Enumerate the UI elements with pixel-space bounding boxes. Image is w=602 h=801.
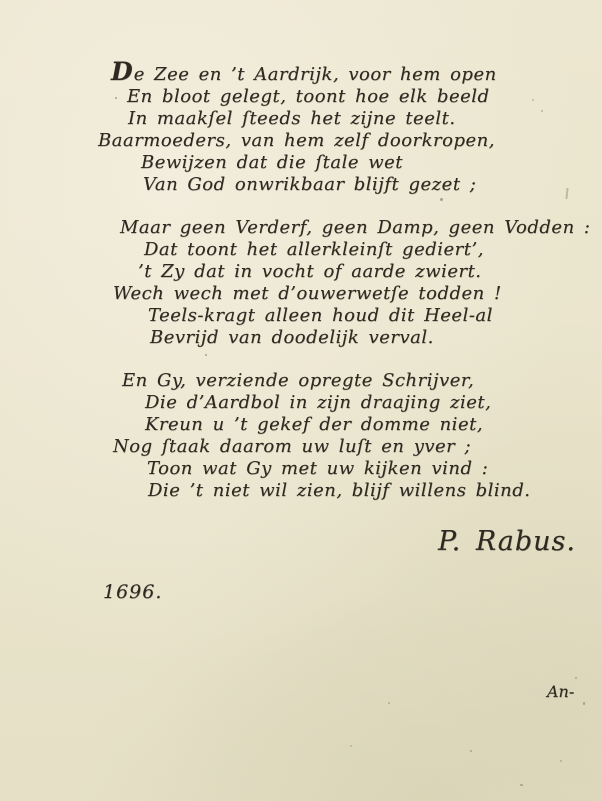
poem-line: Kreun u ’t gekef der domme niet, <box>145 414 484 435</box>
poem-line: Bewijzen dat die ſtale wet <box>141 152 403 173</box>
author-signature: P. Rabus. <box>437 526 576 557</box>
poem-line: Baarmoeders, van hem zelf doorkropen, <box>98 130 495 151</box>
poem-line: ’t Zy dat in vocht of aarde zwiert. <box>138 261 482 282</box>
paper-speck <box>575 677 577 679</box>
bleed-through-mark <box>536 227 550 228</box>
poem-line: Wech wech met d’ouwerwetſe todden ! <box>113 283 502 304</box>
paper-speck <box>560 760 562 762</box>
poem-line: En Gy, verziende opregte Schrijver, <box>122 370 475 391</box>
year-date: 1696. <box>103 581 163 603</box>
poem-line: Teels-kragt alleen houd dit Heel-al <box>148 305 493 326</box>
paper-speck <box>440 198 443 201</box>
paper-speck <box>532 99 534 101</box>
poem-text <box>98 57 592 523</box>
paper-speck <box>205 354 207 356</box>
poem-line: Nog ſtaak daarom uw luſt en yver ; <box>113 436 472 457</box>
poem-stanza <box>98 217 592 349</box>
poem-stanza <box>98 57 592 196</box>
poem-line: Toon wat Gy met uw kijken vind : <box>147 458 489 479</box>
poem-line: Die d’Aardbol in zijn draajing ziet, <box>145 392 492 413</box>
poem-line: Dat toont het allerkleinſt gediert’, <box>144 239 484 260</box>
poem-line: De Zee en ’t Aardrijk, voor hem open <box>111 57 497 86</box>
poem-line: Die ’t niet wil zien, blijf willens blind. <box>148 480 531 501</box>
poem-line: In maakſel ſteeds het zijne teelt. <box>128 108 456 129</box>
paper-speck <box>583 702 585 705</box>
poem-line: En bloot gelegt, toont hoe elk beeld <box>127 86 490 107</box>
poem-line: Van God onwrikbaar blijft gezet ; <box>143 174 477 195</box>
paper-speck <box>541 110 543 112</box>
poem-line: Bevrijd van doodelijk verval. <box>150 327 434 348</box>
paper-speck <box>520 784 523 786</box>
paper-speck <box>470 750 472 752</box>
poem-stanza <box>98 370 592 502</box>
poem-line: Maar geen Verderf, geen Damp, geen Vodden : <box>120 217 591 238</box>
paper-speck <box>388 702 390 704</box>
paper-speck <box>350 745 352 747</box>
paper-speck <box>115 97 117 99</box>
catchword: An- <box>547 682 575 701</box>
